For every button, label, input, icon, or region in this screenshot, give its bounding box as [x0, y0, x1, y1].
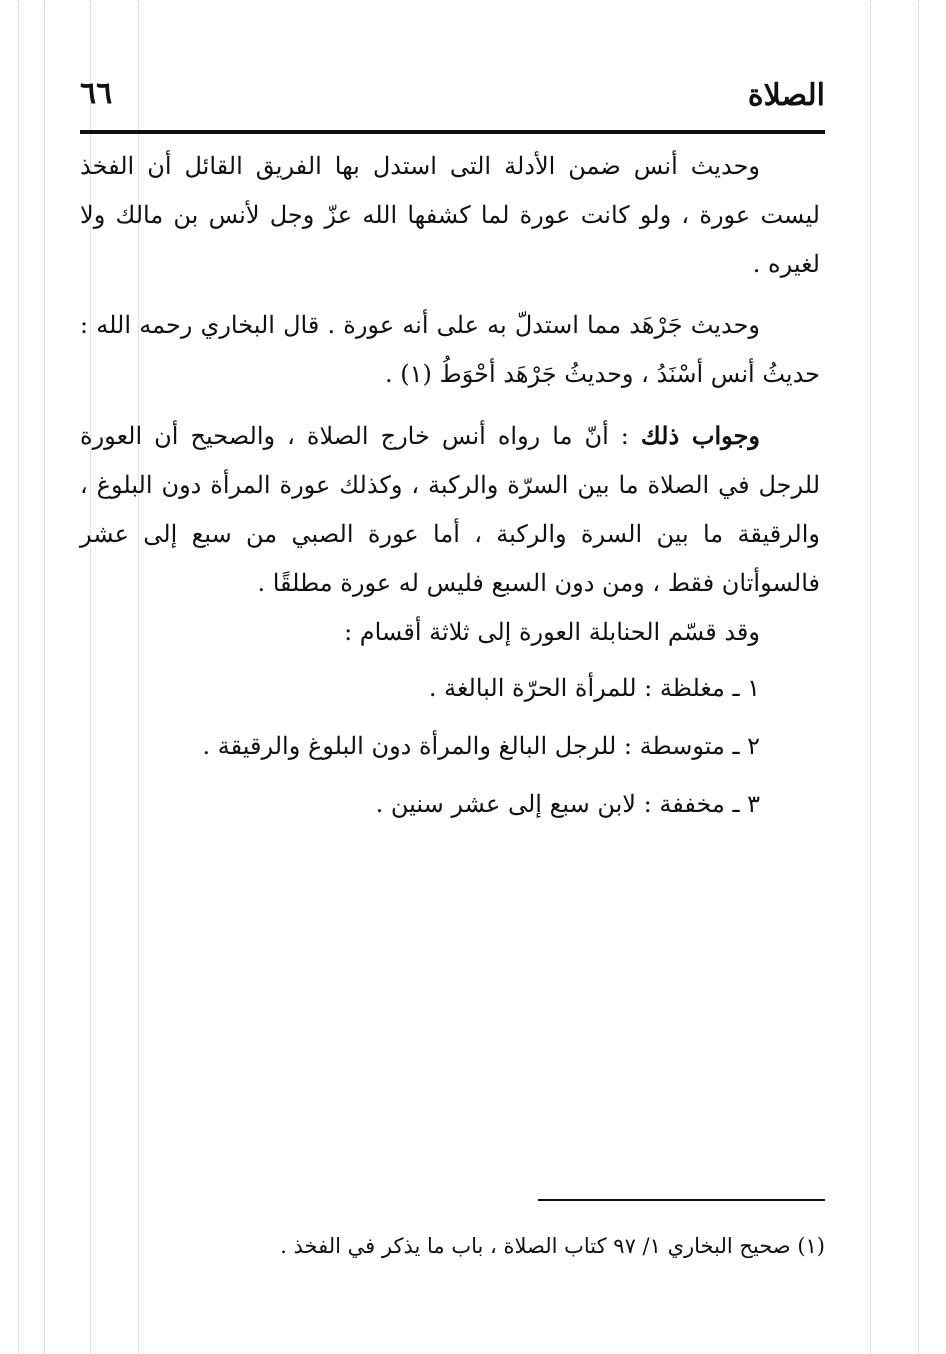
header-rule — [80, 130, 825, 134]
paragraph-answer — [80, 411, 820, 608]
footnote-rule — [538, 1199, 825, 1201]
divisions-list — [80, 659, 820, 833]
scan-guide-line — [18, 0, 19, 1354]
scan-guide-line — [870, 0, 871, 1354]
paragraph-anas-hadith: وحديث أنس ضمن الأدلة التى استدل بها الفريق القائل أن الفخذ ليست عورة ، ولو كانت عورة لما كشفها الله عزّ وجل لأنس بن مالك ولا لغيره . — [80, 152, 820, 278]
main-text — [80, 142, 820, 833]
paragraph-divisions-intro: وقد قسّم الحنابلة العورة إلى ثلاثة أقسام : — [344, 618, 760, 646]
scan-guide-line — [918, 0, 919, 1354]
page-header — [80, 70, 825, 130]
list-item: ١ ـ مغلظة : للمرأة الحرّة البالغة . — [428, 674, 760, 702]
footnote: (١) صحيح البخاري ١/ ٩٧ كتاب الصلاة ، باب ما يذكر في الفخذ . — [280, 1234, 825, 1258]
running-title: الصلاة — [747, 78, 825, 113]
list-item: ٣ ـ مخففة : لابن سبع إلى عشر سنين . — [375, 790, 760, 818]
paragraph-jarhad-hadith: وحديث جَرْهَد مما استدلّ به على أنه عورة . قال البخاري رحمه الله : حديثُ أنس أسْنَدُ ، وحديثُ جَرْهَد أحْوَطُ (١) . — [80, 311, 820, 388]
scan-guide-line — [44, 0, 45, 1354]
page-number: ٦٦ — [80, 76, 113, 111]
answer-lead: وجواب ذلك — [640, 421, 760, 450]
answer-text: : أنّ ما رواه أنس خارج الصلاة ، والصحيح أن العورة للرجل في الصلاة ما بين السرّة والركبة ، وكذلك عورة المرأة دون البلوغ ، والرقيقة ما بين السرة والركبة ، أما عورة الصبي من سبع إلى عشر فالسوأتان فقط ، ومن دون السبع فليس له عورة مطلقًا . — [80, 422, 821, 597]
list-item: ٢ ـ متوسطة : للرجل البالغ والمرأة دون البلوغ والرقيقة . — [202, 732, 760, 760]
